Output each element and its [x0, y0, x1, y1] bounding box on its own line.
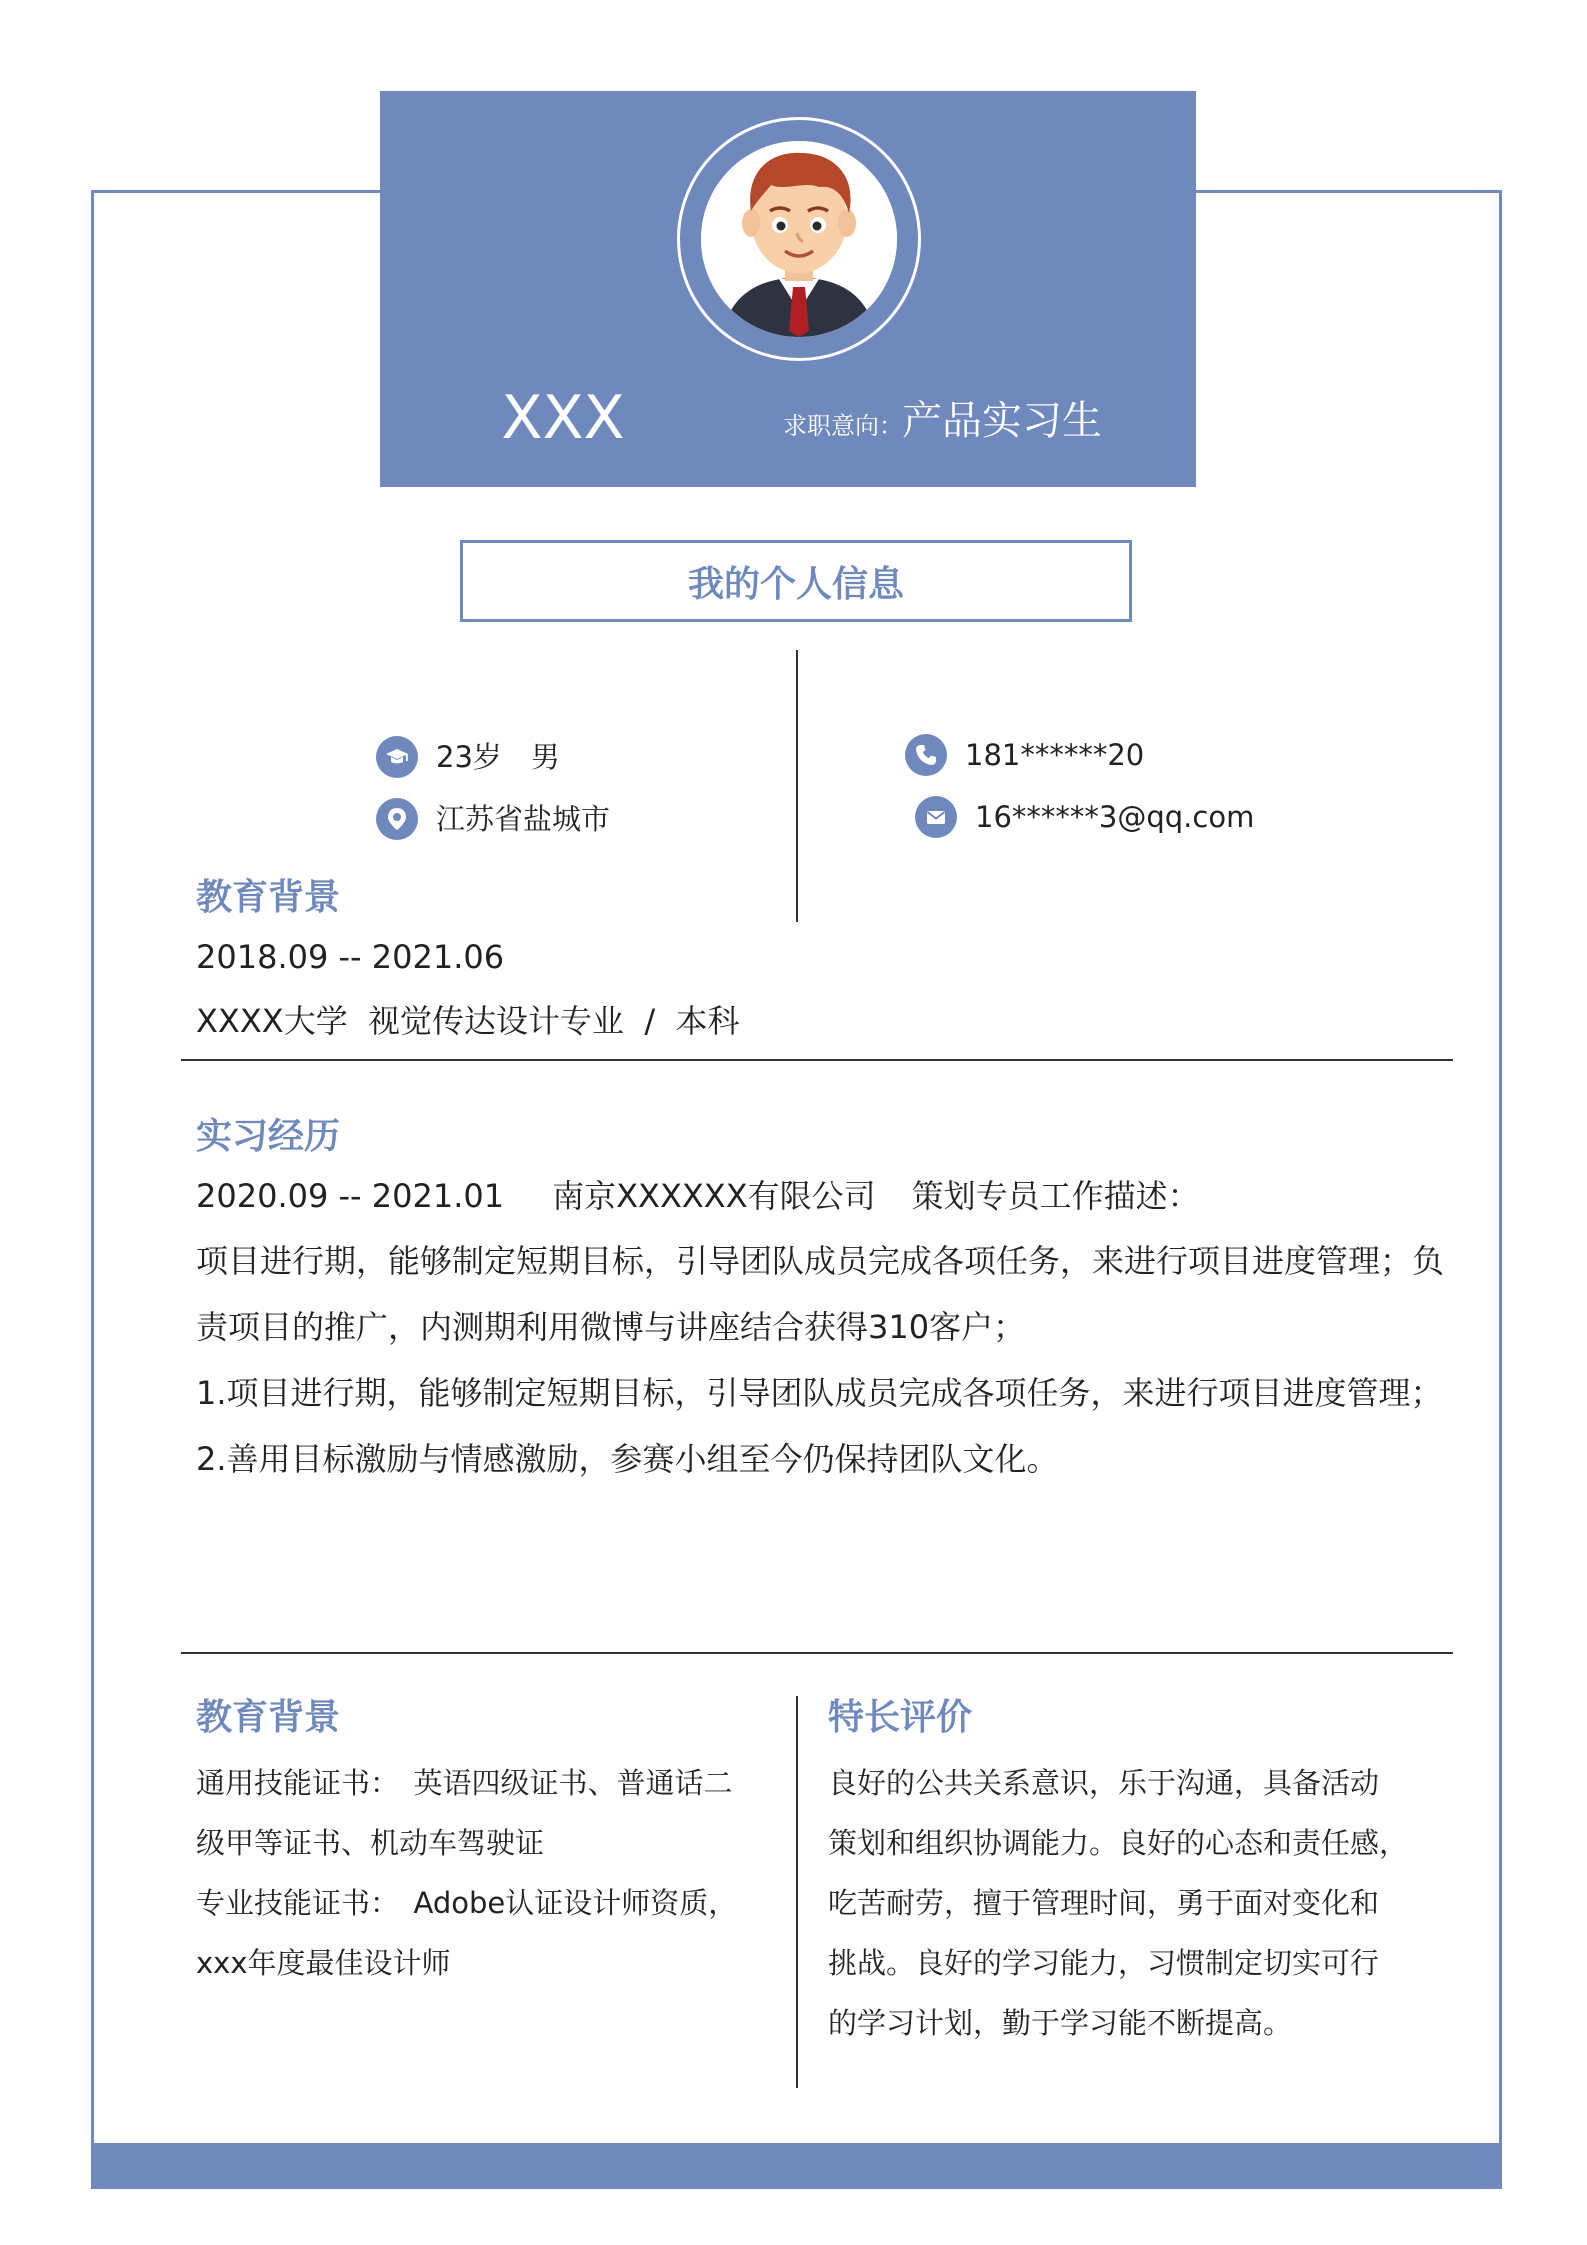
- certificate-line: 级甲等证书、机动车驾驶证: [196, 1826, 545, 1860]
- education-period: 2018.09 -- 2021.06: [196, 938, 505, 976]
- age-gender-text: 23岁 男: [436, 740, 560, 774]
- bottom-column-divider: [796, 1696, 798, 2088]
- education-detail: XXXX大学 视觉传达设计专业 / 本科: [196, 1002, 740, 1040]
- personal-info-title-text: 我的个人信息: [687, 563, 904, 605]
- internship-line: 责项目的推广，内测期利用微博与讲座结合获得310客户；: [196, 1308, 1026, 1346]
- job-intent-label: 求职意向：: [783, 412, 903, 440]
- personal-info-title: [460, 540, 1132, 622]
- internship-role: 策划专员工作描述：: [911, 1177, 1200, 1215]
- info-divider: [796, 650, 798, 922]
- evaluation-line: 挑战。良好的学习能力，习惯制定切实可行: [828, 1946, 1380, 1980]
- avatar: [701, 141, 897, 337]
- evaluation-line: 策划和组织协调能力。良好的心态和责任感，: [828, 1826, 1409, 1860]
- contact-email: [915, 796, 1254, 838]
- footer-bar: [91, 2143, 1502, 2189]
- evaluation-line: 吃苦耐劳，擅于管理时间，勇于面对变化和: [828, 1886, 1380, 1920]
- internship-period: 2020.09 -- 2021.01: [196, 1177, 505, 1215]
- mail-icon: [915, 796, 957, 838]
- candidate-name: XXX: [501, 383, 625, 453]
- contact-age-gender: [376, 736, 560, 778]
- evaluation-line: 的学习计划，勤于学习能不断提高。: [828, 2006, 1293, 2040]
- certificate-line: 专业技能证书： Adobe认证设计师资质，: [196, 1886, 738, 1920]
- section-divider-1: [181, 1059, 1453, 1061]
- internship-company: 南京XXXXXX有限公司: [552, 1177, 876, 1215]
- job-intent-value: 产品实习生: [902, 398, 1102, 444]
- evaluation-title: 特长评价: [828, 1697, 973, 1738]
- graduation-cap-icon: [376, 736, 418, 778]
- section-divider-2: [181, 1652, 1453, 1654]
- internship-header-row: [196, 1173, 1200, 1219]
- contact-phone: [905, 734, 1144, 776]
- internship-title: 实习经历: [196, 1116, 341, 1157]
- certificate-line: xxx年度最佳设计师: [196, 1946, 451, 1980]
- internship-line: 2.善用目标激励与情感激励，参赛小组至今仍保持团队文化。: [196, 1440, 1059, 1478]
- education-title: 教育背景: [196, 877, 341, 918]
- email-text: 16******3@qq.com: [975, 800, 1255, 834]
- evaluation-line: 良好的公共关系意识，乐于沟通，具备活动: [828, 1766, 1380, 1800]
- internship-line: 项目进行期，能够制定短期目标，引导团队成员完成各项任务，来进行项目进度管理；负: [196, 1242, 1445, 1280]
- certificate-line: 通用技能证书： 英语四级证书、普通话二: [196, 1766, 733, 1800]
- location-pin-icon: [376, 798, 418, 840]
- avatar-illustration: [701, 141, 897, 337]
- location-text: 江苏省盐城市: [436, 802, 611, 836]
- phone-icon: [905, 734, 947, 776]
- phone-text: 181******20: [965, 738, 1145, 772]
- certificates-title: 教育背景: [196, 1697, 341, 1738]
- internship-line: 1.项目进行期，能够制定短期目标，引导团队成员完成各项任务，来进行项目进度管理；: [196, 1374, 1443, 1412]
- contact-location: [376, 798, 610, 840]
